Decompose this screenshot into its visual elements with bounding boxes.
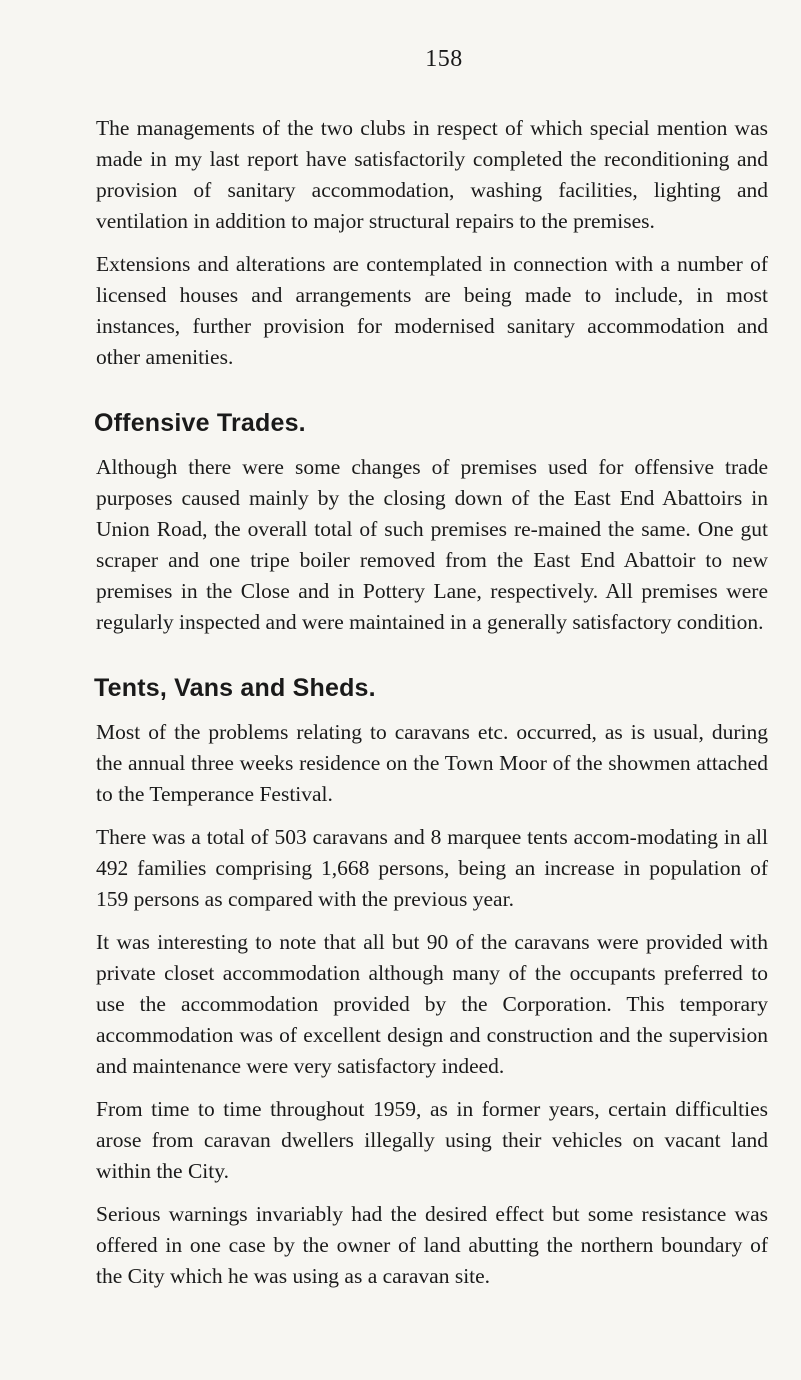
tents-paragraph-4: From time to time throughout 1959, as in former years, certain difficulties arose from caravan dwellers illegally using their vehicles on vacant land within the City. xyxy=(96,1097,768,1183)
intro-paragraph-2: Extensions and alterations are contemplated in connection with a number of licensed houses and arrangements are being made to include, in most instances, further provision for modernised sanitary accommodation and other amenities. xyxy=(96,252,768,369)
tents-paragraph-5: Serious warnings invariably had the desired effect but some resistance was offered in one case by the owner of land abutting the northern boundary of the City which he was using as a caravan site. xyxy=(96,1202,768,1288)
heading-offensive-trades: Offensive Trades. xyxy=(94,409,306,437)
offensive-trades-paragraph-1: Although there were some changes of premises used for offensive trade purposes caused mainly by the closing down of the East End Abattoirs in Union Road, the overall total of such premises re-mained the same. One gut scraper and one tripe boiler removed from the East End Abattoir to new premises in the Close and in Pottery Lane, respectively. All premises were regularly inspected and were maintained in a generally satisfactory condition. xyxy=(96,455,768,634)
heading-tents-vans-sheds: Tents, Vans and Sheds. xyxy=(94,674,376,702)
tents-paragraph-1: Most of the problems relating to caravans etc. occurred, as is usual, during the annual three weeks residence on the Town Moor of the showmen attached to the Temperance Festival. xyxy=(96,720,768,806)
tents-paragraph-3: It was interesting to note that all but 90 of the caravans were provided with private closet accommodation although many of the occupants preferred to use the accommodation provided by the Corporation. This temporary accommodation was of excellent design and construction and the supervision and maintenance were very satisfactory indeed. xyxy=(96,930,768,1078)
document-page xyxy=(96,46,768,1304)
tents-paragraph-2: There was a total of 503 caravans and 8 marquee tents accom-modating in all 492 families comprising 1,668 persons, being an increase in population of 159 persons as compared with the previous year. xyxy=(96,825,768,911)
intro-paragraph-1: The managements of the two clubs in respect of which special mention was made in my last report have satisfactorily completed the reconditioning and provision of sanitary accommodation, washing facilities, lighting and ventilation in addition to major structural repairs to the premises. xyxy=(96,116,768,233)
page-number: 158 xyxy=(425,46,463,72)
